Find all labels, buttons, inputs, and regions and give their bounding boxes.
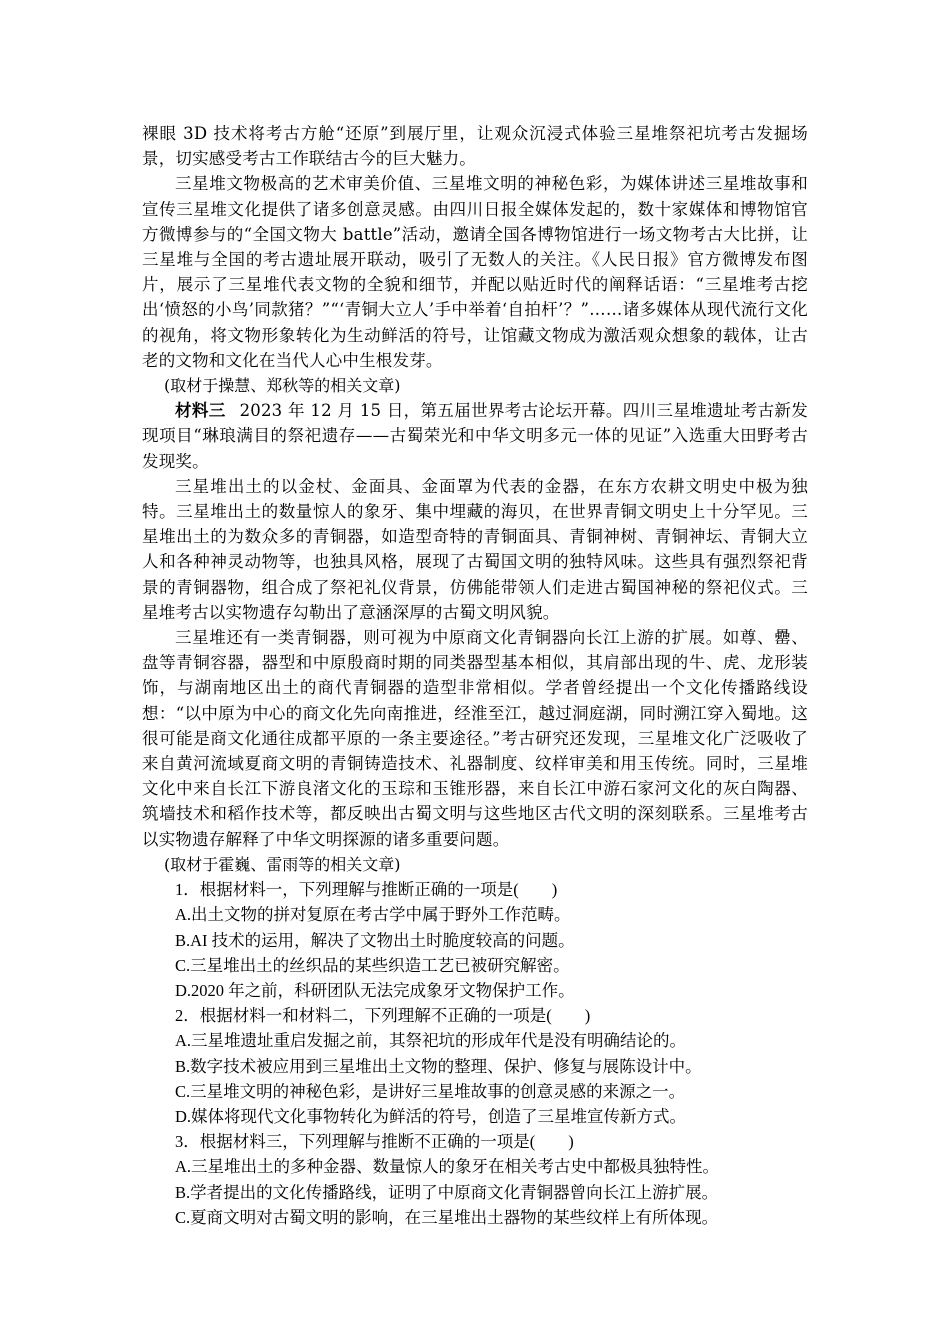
question-option: A.出土文物的拼对复原在考古学中属于野外工作范畴。: [175, 905, 571, 925]
question-option: D.2020 年之前，科研团队无法完成象牙文物保护工作。: [175, 980, 575, 1000]
question-option: D.媒体将现代文化事物转化为鲜活的符号，创造了三星堆宣传新方式。: [175, 1106, 687, 1126]
question-1: [142, 877, 808, 1003]
question-option: A.三星堆出土的多种金器、数量惊人的象牙在相关考古史中都极具独特性。: [175, 1157, 720, 1177]
question-option: C.三星堆出土的丝织品的某些织造工艺已被研究解密。: [175, 955, 570, 975]
question-option: B.学者提出的文化传播路线，证明了中原商文化青铜器曾向长江上游扩展。: [175, 1182, 719, 1202]
source-note: (取材于霍巍、雷雨等的相关文章): [164, 854, 401, 874]
question-option: B.AI 技术的运用，解决了文物出土时脆度较高的问题。: [175, 930, 575, 950]
paragraph: 三星堆还有一类青铜器，则可视为中原商文化青铜器向长江上游的扩展。如尊、罍、盘等青铜容器，器型和中原殷商时期的同类器型基本相似，其肩部出现的牛、虎、龙形装饰，与湖南地区出土的商代青铜器的造型非常相似。学者曾经提出一个文化传播路线设想：“以中原为中心的商文化先向南推进，经淮至江，越过洞庭湖，同时溯江穿入蜀地。这很可能是商文化通往成都平原的一条主要途径。”考古研究还发现，三星堆文化广泛吸收了来自黄河流域夏商文明的青铜铸造技术、礼器制度、纹样审美和用玉传统。同时，三星堆文化中来自长江下游良渚文化的玉琮和玉锥形器，来自长江中游石家河文化的灰白陶器、筑墙技术和稻作技术等，都反映出古蜀文明与这些地区古代文明的深刻联系。三星堆考古以实物遗存解释了中华文明探源的诸多重要问题。: [142, 628, 808, 849]
source-note: (取材于操慧、郑秋等的相关文章): [164, 376, 401, 396]
question-option: C.夏商文明对古蜀文明的影响，在三星堆出土器物的某些纹样上有所体现。: [175, 1207, 719, 1227]
question-option: B.数字技术被应用到三星堆出土文物的整理、保护、修复与展陈设计中。: [175, 1056, 702, 1076]
question-stem: 1．根据材料一，下列理解与推断正确的一项是( ): [175, 880, 558, 900]
question-option: A.三星堆遗址重启发掘之前，其祭祀坑的形成年代是没有明确结论的。: [175, 1031, 687, 1051]
paragraph: 三星堆文物极高的艺术审美价值、三星堆文明的神秘色彩，为媒体讲述三星堆故事和宣传三星堆文化提供了诸多创意灵感。由四川日报全媒体发起的，数十家媒体和博物馆官方微博参与的“全国文物大 battle”活动，邀请全国各博物馆进行一场文物考古大比拼，让三星堆与全国的考古遗址展开联动，吸引了无数人的关注。《人民日报》官方微博发布图片，展示了三星堆代表文物的全貌和细节，并配以贴近时代的阐释话语：“三星堆考古挖出‘愤怒的小鸟’同款猪？”“‘青铜大立人’手中举着‘自拍杆’？”……诸多媒体从现代流行文化的视角，将文物形象转化为生动鲜活的符号，让馆藏文物成为激活观众想象的载体，让古老的文物和文化在当代人心中生根发芽。: [142, 174, 808, 370]
question-3: [142, 1129, 808, 1230]
question-stem: 3．根据材料三，下列理解与推断不正确的一项是( ): [175, 1132, 574, 1152]
paragraph: 三星堆出土的以金杖、金面具、金面罩为代表的金器，在东方农耕文明史中极为独特。三星堆出土的数量惊人的象牙、集中埋藏的海贝，在世界青铜文明史上十分罕见。三星堆出土的为数众多的青铜器，如造型奇特的青铜面具、青铜神树、青铜神坛、青铜大立人和各种神灵动物等，也独具风格，展现了古蜀国文明的独特风味。这些具有强烈祭祀背景的青铜器物，组合成了祭祀礼仪背景，仿佛能带领人们走进古蜀国神秘的祭祀仪式。三星堆考古以实物遗存勾勒出了意涵深厚的古蜀文明风貌。: [142, 476, 808, 622]
question-stem: 2．根据材料一和材料二，下列理解不正确的一项是( ): [175, 1006, 591, 1026]
question-option: C.三星堆文明的神秘色彩，是讲好三星堆故事的创意灵感的来源之一。: [175, 1081, 686, 1101]
material3-intro: [142, 398, 808, 474]
material3-label: 材料三: [175, 401, 226, 421]
paragraph: 裸眼 3D 技术将考古方舱“还原”到展厅里，让观众沉浸式体验三星堆祭祀坑考古发掘场景，切实感受考古工作联结古今的巨大魅力。: [142, 124, 808, 169]
document-page: [142, 121, 808, 1230]
material3-intro-text: 2023 年 12 月 15 日，第五届世界考古论坛开幕。四川三星堆遗址考古新发现项目“琳琅满目的祭祀遗存——古蜀荣光和中华文明多元一体的见证”入选重大田野考古发现奖。: [142, 401, 808, 471]
question-2: [142, 1003, 808, 1129]
